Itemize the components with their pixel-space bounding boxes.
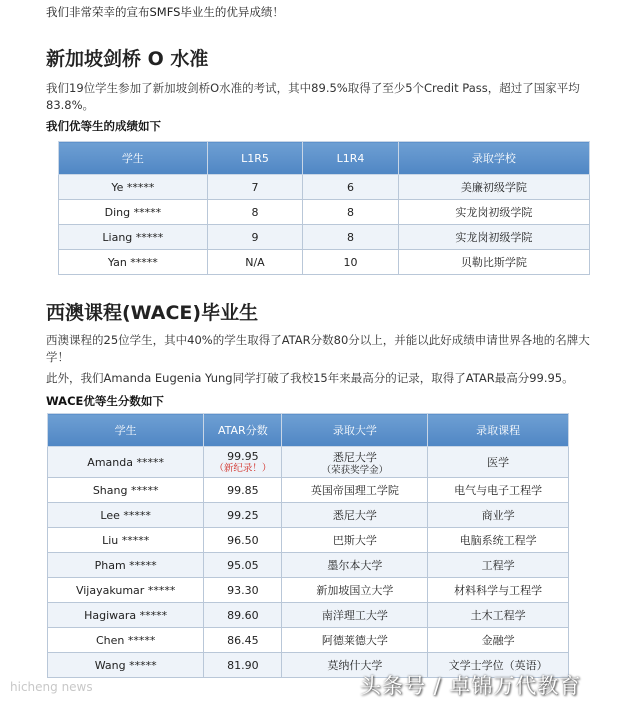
- olevel-heading: 新加坡剑桥 O 水准: [46, 48, 209, 70]
- table-row: [48, 478, 569, 503]
- atar-cell: 86.45: [204, 628, 282, 653]
- olevel-subheading: 我们优等生的成绩如下: [46, 119, 161, 133]
- atar-cell: 99.25: [204, 503, 282, 528]
- table-row: [59, 250, 590, 275]
- table-row: [48, 528, 569, 553]
- school-cell: 贝勒比斯学院: [398, 250, 589, 275]
- university-cell: 新加坡国立大学: [282, 578, 428, 603]
- atar-cell: 95.05: [204, 553, 282, 578]
- table-row: [48, 447, 569, 478]
- column-header: 学生: [59, 142, 208, 175]
- course-cell: 金融学: [428, 628, 569, 653]
- atar-cell: [204, 447, 282, 478]
- student-cell: Lee *****: [48, 503, 204, 528]
- wace-table: [47, 413, 569, 678]
- university-cell: [282, 447, 428, 478]
- course-cell: 商业学: [428, 503, 569, 528]
- table-row: [59, 175, 590, 200]
- school-cell: 实龙岗初级学院: [398, 200, 589, 225]
- university-cell: 英国帝国理工学院: [282, 478, 428, 503]
- course-cell: 医学: [428, 447, 569, 478]
- course-cell: 材料科学与工程学: [428, 578, 569, 603]
- table-row: [48, 553, 569, 578]
- table-row: [48, 503, 569, 528]
- university-cell: 巴斯大学: [282, 528, 428, 553]
- wace-subheading: WACE优等生分数如下: [46, 394, 164, 408]
- course-cell: 土木工程学: [428, 603, 569, 628]
- column-header: L1R5: [207, 142, 303, 175]
- table-row: [48, 578, 569, 603]
- atar-cell: 81.90: [204, 653, 282, 678]
- column-header: ATAR分数: [204, 414, 282, 447]
- student-cell: Amanda *****: [48, 447, 204, 478]
- wace-paragraph-1: 西澳课程的25位学生，其中40%的学生取得了ATAR分数80分以上，并能以此好成绩申请世界各地的名牌大学！: [46, 333, 590, 364]
- l1r4-cell: 8: [303, 225, 399, 250]
- student-cell: Liang *****: [59, 225, 208, 250]
- atar-score: 99.95: [227, 449, 259, 463]
- olevel-table: [58, 141, 590, 275]
- column-header: 录取学校: [398, 142, 589, 175]
- atar-cell: 89.60: [204, 603, 282, 628]
- table-row: [48, 603, 569, 628]
- column-header: 录取课程: [428, 414, 569, 447]
- l1r5-cell: 9: [207, 225, 303, 250]
- table-row: [59, 225, 590, 250]
- l1r4-cell: 10: [303, 250, 399, 275]
- atar-cell: 96.50: [204, 528, 282, 553]
- school-cell: 美廉初级学院: [398, 175, 589, 200]
- university-name: 悉尼大学: [332, 450, 377, 464]
- student-cell: Hagiwara *****: [48, 603, 204, 628]
- student-cell: Vijayakumar *****: [48, 578, 204, 603]
- l1r5-cell: 8: [207, 200, 303, 225]
- wace-header-row: [48, 414, 569, 447]
- column-header: L1R4: [303, 142, 399, 175]
- wace-paragraph-2: 此外，我们Amanda Eugenia Yung同学打破了我校15年来最高分的记录，取得了ATAR最高分99.95。: [46, 371, 574, 385]
- university-cell: 阿德莱德大学: [282, 628, 428, 653]
- column-header: 录取大学: [282, 414, 428, 447]
- university-cell: 南洋理工大学: [282, 603, 428, 628]
- course-cell: 文学士学位（英语）: [428, 653, 569, 678]
- record-note: （新纪录！）: [214, 462, 272, 474]
- course-cell: 电气与电子工程学: [428, 478, 569, 503]
- university-cell: 墨尔本大学: [282, 553, 428, 578]
- watermark-left: hicheng news: [10, 680, 93, 694]
- table-row: [59, 200, 590, 225]
- table-row: [48, 628, 569, 653]
- student-cell: Pham *****: [48, 553, 204, 578]
- l1r5-cell: 7: [207, 175, 303, 200]
- university-cell: 悉尼大学: [282, 503, 428, 528]
- olevel-header-row: [59, 142, 590, 175]
- student-cell: Ye *****: [59, 175, 208, 200]
- course-cell: 工程学: [428, 553, 569, 578]
- student-cell: Shang *****: [48, 478, 204, 503]
- l1r4-cell: 6: [303, 175, 399, 200]
- student-cell: Yan *****: [59, 250, 208, 275]
- student-cell: Ding *****: [59, 200, 208, 225]
- column-header: 学生: [48, 414, 204, 447]
- intro-text: 我们非常荣幸的宣布SMFS毕业生的优异成绩！: [46, 5, 284, 19]
- atar-cell: 93.30: [204, 578, 282, 603]
- student-cell: Wang *****: [48, 653, 204, 678]
- l1r5-cell: N/A: [207, 250, 303, 275]
- wace-heading: 西澳课程(WACE)毕业生: [46, 302, 259, 324]
- scholarship-note: （荣获奖学金）: [321, 464, 389, 476]
- school-cell: 实龙岗初级学院: [398, 225, 589, 250]
- course-cell: 电脑系统工程学: [428, 528, 569, 553]
- atar-cell: 99.85: [204, 478, 282, 503]
- watermark-right: 头条号 / 卓锦万代教育: [360, 674, 582, 698]
- student-cell: Chen *****: [48, 628, 204, 653]
- olevel-paragraph: 我们19位学生参加了新加坡剑桥O水准的考试，其中89.5%取得了至少5个Credit Pass，超过了国家平均83.8%。: [46, 81, 580, 112]
- student-cell: Liu *****: [48, 528, 204, 553]
- l1r4-cell: 8: [303, 200, 399, 225]
- university-cell: 莫纳什大学: [282, 653, 428, 678]
